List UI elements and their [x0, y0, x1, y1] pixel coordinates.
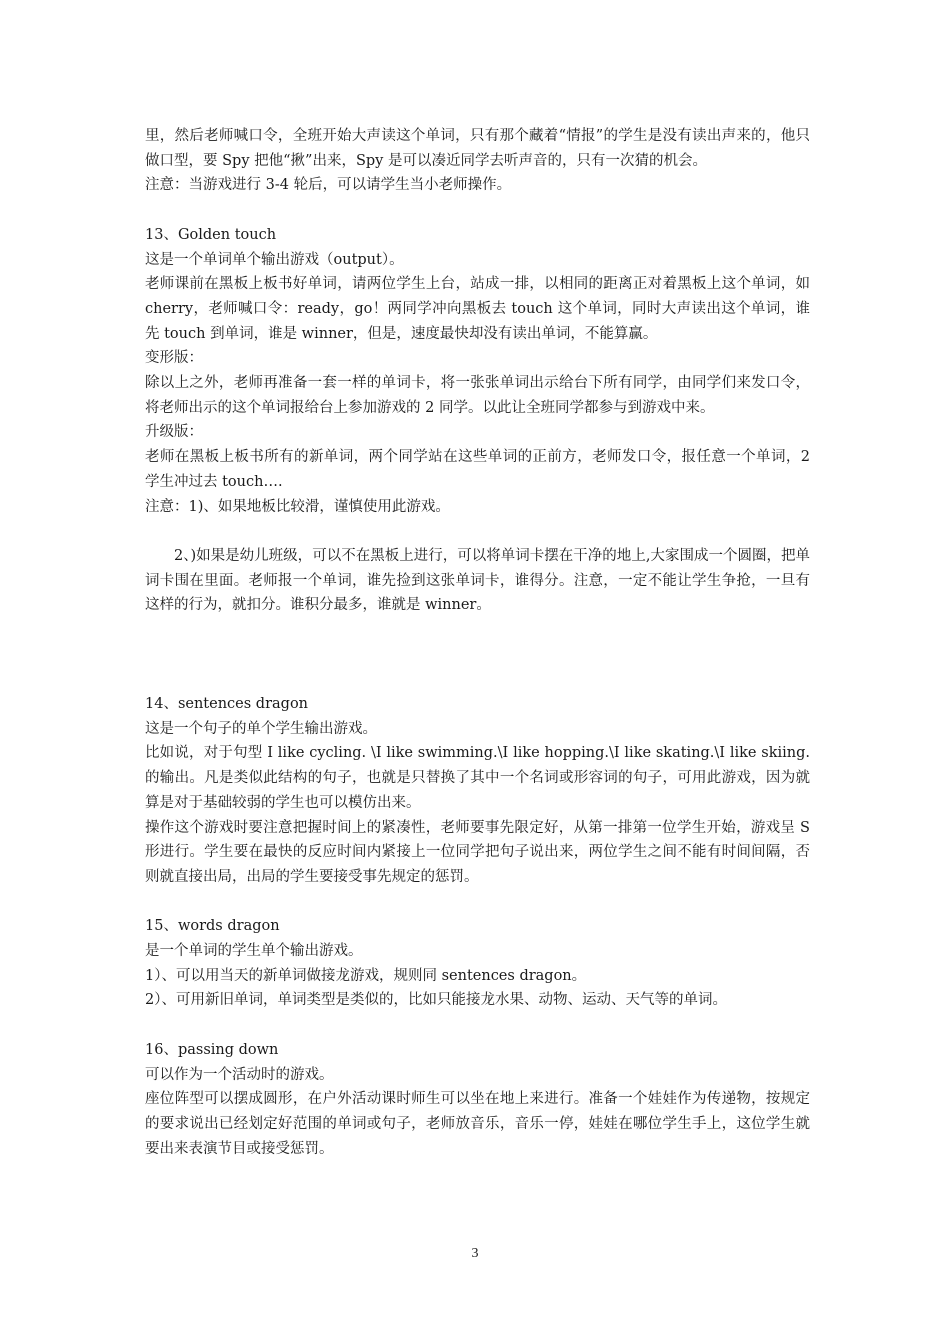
- intro-note: 注意：当游戏进行 3-4 轮后，可以请学生当小老师操作。: [145, 177, 512, 194]
- spacer: [145, 1013, 810, 1038]
- section-15-item-2: 2）、可用新旧单词，单词类型是类似的，比如只能接龙水果、动物、运动、天气等的单词。: [145, 992, 727, 1009]
- section-16-title: 16、passing down: [145, 1041, 279, 1058]
- section-13-title: 13、Golden touch: [145, 226, 277, 243]
- section-16-rules: 座位阵型可以摆成圆形，在户外活动课时师生可以坐在地上来进行。准备一个娃娃作为传递物，按规定的要求说出已经划定好范围的单词或句子，老师放音乐，音乐一停，娃娃在哪位学生手上，这位学生就要出来表演节目或接受惩罚。: [145, 1091, 810, 1157]
- page-number: 3: [471, 1246, 479, 1261]
- section-13-variant-label: 变形版：: [145, 350, 203, 367]
- spacer: [145, 519, 810, 544]
- section-15-item-1: 1）、可以用当天的新单词做接龙游戏，规则同 sentences dragon。: [145, 967, 587, 984]
- section-14-rules: 操作这个游戏时要注意把握时间上的紧凑性，老师要事先限定好，从第一排第一位学生开始，游戏呈 S 形进行。学生要在最快的反应时间内紧接上一位同学把句子说出来，两位学生之间不能有时间间隔，否则就直接出局，出局的学生要接受事先规定的惩罚。: [145, 819, 810, 885]
- section-13-upgrade-text: 老师在黑板上板书所有的新单词，两个同学站在这些单词的正前方，老师发口令，报任意一个单词，2 学生冲过去 touch….: [145, 449, 810, 490]
- spacer: [145, 618, 810, 692]
- section-16-intro: 可以作为一个活动时的游戏。: [145, 1066, 334, 1083]
- section-14-title: 14、sentences dragon: [145, 696, 309, 713]
- page-content: [145, 124, 810, 1161]
- section-15-title: 15、words dragon: [145, 918, 280, 935]
- section-13-upgrade-label: 升级版：: [145, 424, 203, 441]
- spacer: [145, 890, 810, 915]
- section-13-intro: 这是一个单词单个输出游戏（output）。: [145, 251, 404, 268]
- section-13-note-1: 注意：1)、如果地板比较滑，谨慎使用此游戏。: [145, 498, 450, 515]
- section-15-intro: 是一个单词的学生单个输出游戏。: [145, 943, 363, 960]
- spacer: [145, 198, 810, 223]
- section-13-rules: 老师课前在黑板上板书好单词，请两位学生上台，站成一排，以相同的距离正对着黑板上这个单词，如 cherry，老师喊口令：ready，go！两同学冲向黑板去 touch 这个单词，同时大声读出这个单词，谁先 touch 到单词，谁是 winner，但是，速度最快却没有读出单词，不能算赢。: [145, 276, 810, 342]
- intro-paragraph: 里，然后老师喊口令，全班开始大声读这个单词，只有那个藏着“情报”的学生是没有读出声来的，他只做口型，要 Spy 把他“揪”出来，Spy 是可以凑近同学去听声音的，只有一次猜的机会。: [145, 128, 810, 169]
- section-14-intro: 这是一个句子的单个学生输出游戏。: [145, 720, 377, 737]
- section-13-note-2: 2、)如果是幼儿班级，可以不在黑板上进行，可以将单词卡摆在干净的地上,大家围成一个圆圈，把单词卡围在里面。老师报一个单词，谁先捡到这张单词卡，谁得分。注意，一定不能让学生争抢，一旦有这样的行为，就扣分。谁积分最多，谁就是 winner。: [145, 547, 810, 614]
- section-13-variant-text: 除以上之外，老师再准备一套一样的单词卡，将一张张单词出示给台下所有同学，由同学们来发口令，将老师出示的这个单词报给台上参加游戏的 2 同学。以此让全班同学都参与到游戏中来。: [145, 375, 810, 416]
- section-14-example: 比如说，对于句型 I like cycling. \I like swimming.\I like hopping.\I like skating.\I like skiing.的输出。凡是类似此结构的句子，也就是只替换了其中一个名词或形容词的句子，可用此游戏，因为就算是对于基础较弱的学生也可以模仿出来。: [145, 745, 810, 811]
